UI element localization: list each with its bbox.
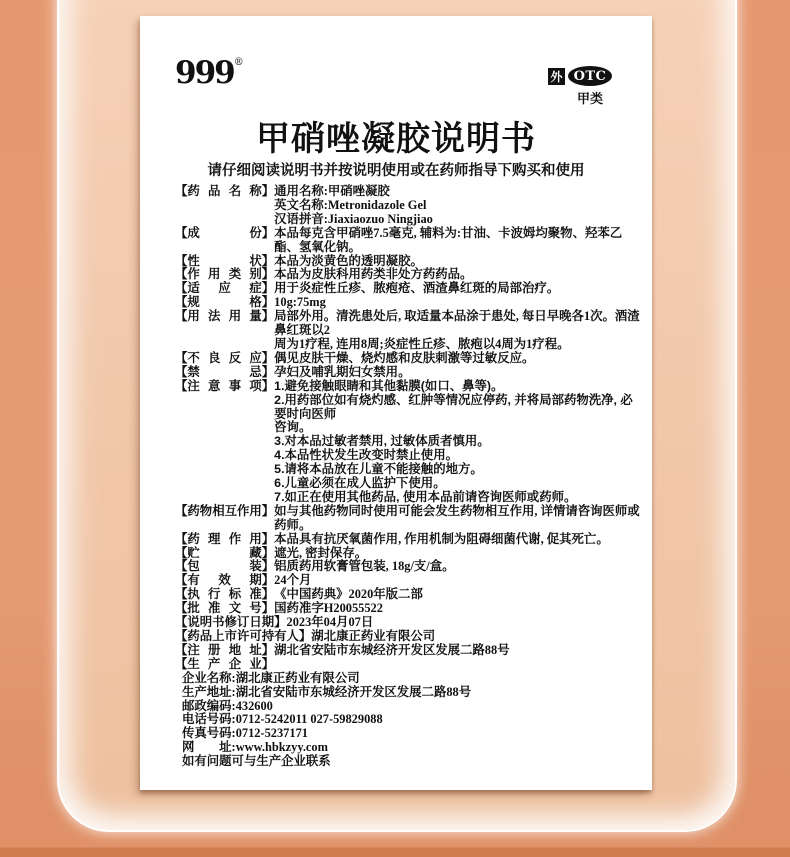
leaflet-entry [175, 644, 640, 658]
entry-label: 【执行标准】 [175, 587, 275, 602]
leaflet-title: 甲硝唑凝胶说明书 [256, 121, 536, 158]
entry-label-text: 说明书修订日期 [187, 615, 275, 630]
leaflet-entry [175, 616, 640, 630]
entry-content [274, 602, 640, 616]
entry-label: 【包装】 [175, 559, 275, 574]
contact-note: 如有问题可与生产企业联系 [182, 754, 331, 769]
entry-line: 国药准字H20055522 [274, 601, 383, 616]
entry-line: 1.避免接触眼睛和其他黏膜(如口、鼻等)。 [274, 378, 504, 393]
entry-line: 遮光, 密封保存。 [274, 545, 368, 560]
entry-label-text: 贮藏 [187, 545, 262, 560]
company-line: 传真号码:0712-5237171 [182, 726, 308, 741]
entry-line: 英文名称:Metronidazole Gel [274, 197, 427, 212]
entry-label-text: 执行标准 [187, 587, 262, 602]
entry-label: 【禁忌】 [175, 364, 275, 379]
entry-content [274, 185, 640, 227]
entry-label-text: 不良反应 [187, 350, 262, 365]
entry-label-text: 药品上市许可持有人 [187, 629, 299, 643]
entry-label: 【生产企业】 [175, 656, 275, 671]
entry-label: 【药物相互作用】 [175, 503, 275, 518]
company-line: 网 址:www.hbkzyy.com [182, 740, 328, 755]
company-info-block [175, 672, 640, 755]
entry-line: 本品为淡黄色的透明凝胶。 [274, 253, 423, 268]
entry-label: 【规格】 [175, 295, 275, 310]
entry-line: 7.如正在使用其他药品, 使用本品前请咨询医师或药师。 [274, 489, 577, 504]
leaflet-entry [175, 185, 640, 227]
entry-content [274, 352, 640, 366]
brand-logo-text: 999 [175, 55, 234, 91]
entry-label: 【性状】 [175, 253, 275, 268]
entry-line: 孕妇及哺乳期妇女禁用。 [274, 364, 411, 379]
entry-line: 通用名称:甲硝唑凝胶 [274, 184, 390, 198]
entry-label-text: 包装 [187, 559, 262, 574]
entry-label: 【贮藏】 [175, 545, 275, 560]
leaflet-sheet [140, 16, 652, 790]
entry-line: 如与其他药物同时使用可能会发生药物相互作用, 详情请咨询医师或药师。 [274, 503, 640, 532]
company-line: 企业名称:湖北康正药业有限公司 [182, 670, 360, 685]
entry-content [274, 282, 640, 296]
entry-line: 3.对本品过敏者禁用, 过敏体质者慎用。 [274, 434, 490, 449]
entry-label-text: 药理作用 [187, 531, 262, 546]
leaflet-entry [175, 366, 640, 380]
otc-badge: OTC [568, 66, 612, 86]
leaflet-entry [175, 352, 640, 366]
entry-line: 6.儿童必须在成人监护下使用。 [274, 476, 446, 491]
entry-label-text: 批准文号 [187, 601, 262, 616]
entry-label-text: 药品名称 [187, 184, 262, 198]
entry-line: 24个月 [274, 573, 312, 588]
entry-content [287, 616, 640, 630]
company-line: 电话号码:0712-5242011 027-59829088 [182, 712, 383, 727]
entry-line: 用于炎症性丘疹、脓疱疮、酒渣鼻红斑的局部治疗。 [274, 281, 560, 296]
brand-logo [175, 55, 244, 91]
entry-content [274, 227, 640, 255]
entry-label: 【说明书修订日期】 [175, 615, 287, 630]
entry-content [274, 366, 640, 380]
entry-content [274, 380, 640, 505]
entry-label-text: 注册地址 [187, 642, 262, 657]
entry-line: 2.用药部位如有烧灼感、红肿等情况应停药, 并将局部药物洗净, 必要时向医师 [274, 392, 633, 421]
entry-label: 【有效期】 [175, 573, 275, 588]
entry-line: 本品每克含甲硝唑7.5毫克, 辅料为:甘油、卡波姆均聚物、羟苯乙酯、氢氧化钠。 [274, 225, 623, 254]
entry-label: 【药品名称】 [175, 184, 275, 198]
entry-label: 【注意事项】 [175, 378, 275, 393]
entry-line: 局部外用。清洗患处后, 取适量本品涂于患处, 每日早晚各1次。酒渣鼻红斑以2 [274, 309, 640, 338]
otc-badge-group [548, 66, 612, 107]
leaflet-entry [175, 310, 640, 352]
company-line: 生产地址:湖北省安陆市东城经济开发区发展二路88号 [182, 684, 472, 699]
entry-content [274, 560, 640, 574]
entry-line: 本品具有抗厌氧菌作用, 作用机制为阻碍细菌代谢, 促其死亡。 [274, 531, 609, 546]
entry-label-text: 生产企业 [187, 656, 262, 671]
entry-label-text: 用法用量 [187, 309, 262, 324]
entry-label-text: 注意事项 [187, 378, 262, 393]
entry-label: 【用法用量】 [175, 309, 275, 324]
entry-label: 【作用类别】 [175, 267, 275, 282]
entry-label-text: 成份 [187, 225, 262, 240]
entry-line: 偶见皮肤干燥、烧灼感和皮肤刺激等过敏反应。 [274, 350, 535, 365]
entry-label: 【适应症】 [175, 281, 275, 296]
leaflet-entry [175, 227, 640, 255]
otc-badge-row [548, 66, 612, 86]
leaflet-entry [175, 630, 640, 644]
entry-label-text: 禁忌 [187, 364, 262, 379]
entry-content [274, 533, 640, 547]
entry-content [274, 505, 640, 533]
entry-line: 5.请将本品放在儿童不能接触的地方。 [274, 462, 483, 477]
leaflet-entry [175, 505, 640, 533]
entry-line: 2023年04月07日 [286, 615, 374, 630]
entry-label-text: 有效期 [187, 573, 262, 588]
entry-line: 咨询。 [274, 420, 312, 435]
entry-line: 《中国药典》2020年版二部 [274, 587, 423, 602]
entry-content [274, 310, 640, 352]
entry-line: 汉语拼音:Jiaxiaozuo Ningjiao [274, 211, 433, 226]
entry-label: 【注册地址】 [175, 642, 275, 657]
entry-line: 本品为皮肤科用药类非处方药药品。 [274, 267, 473, 282]
entry-line: 周为1疗程, 连用8周;炎症性丘疹、脓疱以4周为1疗程。 [274, 336, 570, 351]
entry-label-text: 规格 [187, 295, 262, 310]
entry-line: 4.本品性状发生改变时禁止使用。 [274, 448, 458, 463]
leaflet-entry [175, 658, 640, 672]
registered-mark-icon: ® [233, 57, 244, 68]
entry-label: 【批准文号】 [175, 601, 275, 616]
entry-label-text: 适应症 [187, 281, 262, 296]
entry-line: 铝质药用软膏管包装, 18g/支/盒。 [274, 559, 455, 574]
entry-line: 湖北康正药业有限公司 [311, 629, 436, 643]
entry-content [274, 644, 640, 658]
external-use-badge: 外 [548, 68, 565, 85]
company-line: 邮政编码:432600 [182, 698, 273, 713]
leaflet-entry [175, 533, 640, 547]
entry-label: 【成份】 [175, 225, 275, 240]
leaflet-body [140, 185, 652, 769]
entry-line: 10g:75mg [274, 295, 326, 310]
entry-label: 【药品上市许可持有人】 [175, 629, 312, 643]
entry-label: 【药理作用】 [175, 531, 275, 546]
entry-label-text: 性状 [187, 253, 262, 268]
entry-label-text: 作用类别 [187, 267, 262, 282]
leaflet-subtitle: 请仔细阅读说明书并按说明使用或在药师指导下购买和使用 [207, 163, 585, 179]
otc-class-label: 甲类 [576, 91, 603, 106]
entry-label: 【不良反应】 [175, 350, 275, 365]
leaflet-entry [175, 602, 640, 616]
leaflet-entry [175, 380, 640, 505]
entry-label-text: 药物相互作用 [187, 503, 262, 518]
sections-container [175, 185, 640, 672]
entry-line: 湖北省安陆市东城经济开发区发展二路88号 [274, 642, 510, 657]
entry-content [311, 630, 640, 644]
